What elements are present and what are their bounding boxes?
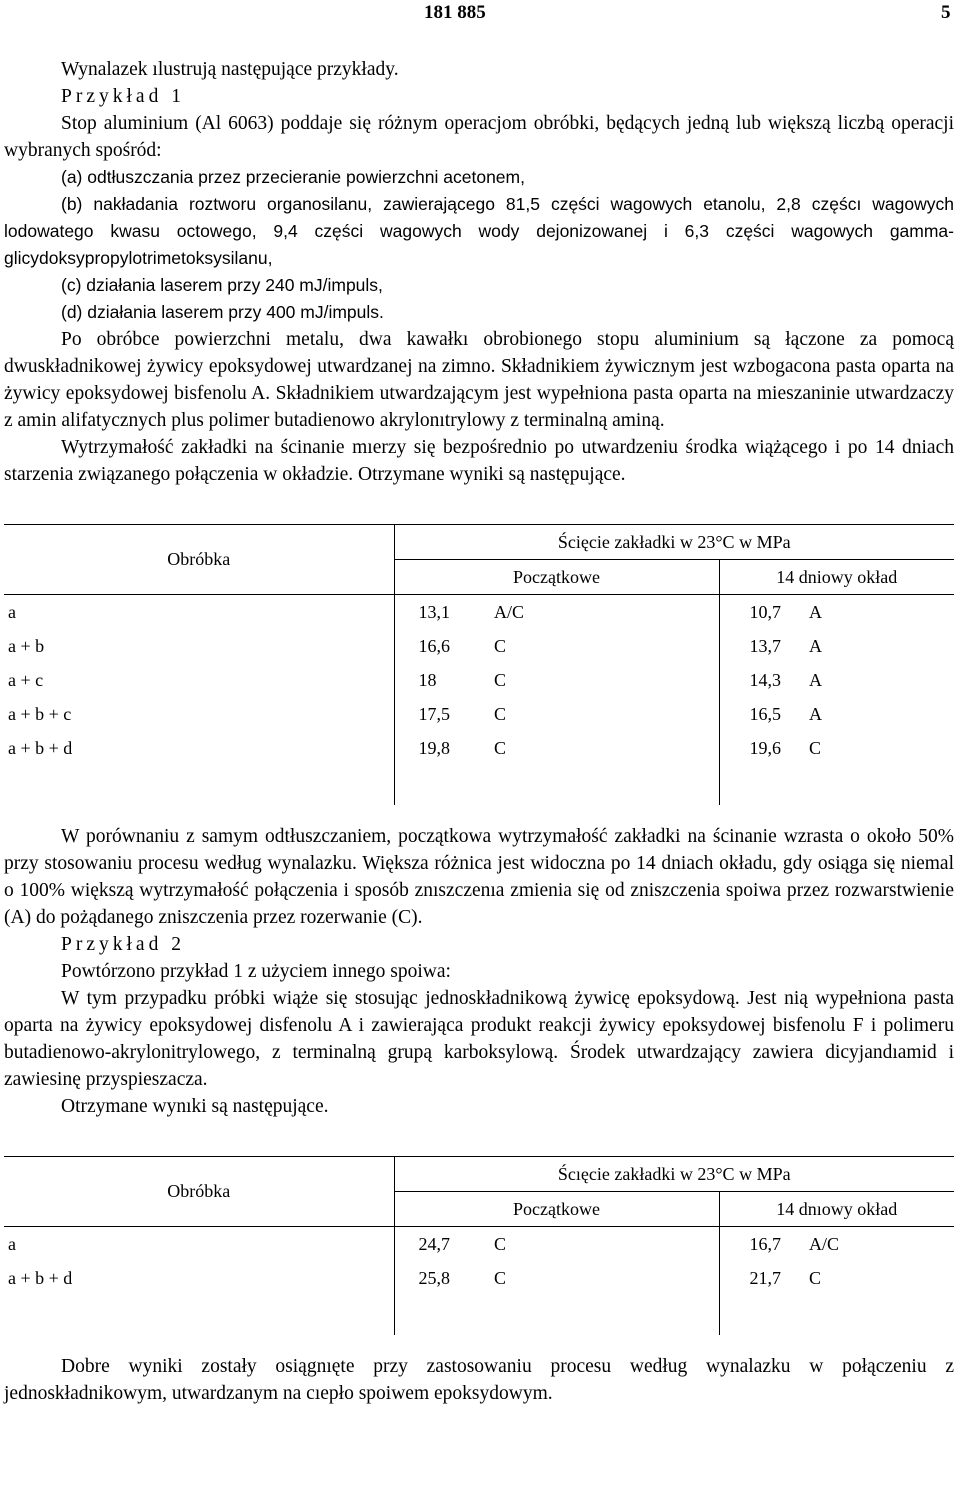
table-1-header-treatment: Obróbka <box>4 525 394 595</box>
example-2-paragraph-3: Otrzymane wynıki są następujące. <box>61 1096 329 1117</box>
results-table-2 <box>4 1156 954 1335</box>
initial-value-cell: 13,1 <box>394 595 494 630</box>
table-row <box>4 1227 954 1262</box>
treatment-cell: a + b + d <box>8 1267 73 1288</box>
initial-value-cell: 17,5 <box>394 697 494 731</box>
aged-mode-cell: C <box>809 737 822 758</box>
intro-paragraph: Wynalazek ılustrują następujące przykłady. <box>61 59 399 80</box>
example-2-title: Przykład 2 <box>61 934 185 955</box>
body-text <box>4 56 954 1407</box>
table-2-header-group: Ścıęcie zakładki w 23°C w MPa <box>394 1157 954 1192</box>
example-1-paragraph-3: Wytrzymałość zakładki na ścinanie mıerzy się bezpośrednio po utwardzeniu środka wiążącego i po 14 dniach starzenia związanego połączenia w okładzie. Otrzymane wyniki są następujące. <box>4 437 954 485</box>
conclusion-paragraph: Dobre wyniki zostały osiągnıęte przy zastosowaniu procesu według wynalazku w połączeniu z jednoskładnikowym, utwardzanym na cıepło spoiwem epoksydowym. <box>4 1356 954 1404</box>
aged-value-cell: 21,7 <box>719 1261 809 1295</box>
treatment-cell: a + c <box>8 669 44 690</box>
aged-mode-cell: A <box>809 669 822 690</box>
step-a: (a) odtłuszczania przez przecieranie powierzchni acetonem, <box>61 167 525 187</box>
initial-mode-cell: C <box>494 1267 507 1288</box>
aged-value-cell: 19,6 <box>719 731 809 765</box>
table-1-header-group: Ścięcie zakładki w 23°C w MPa <box>394 525 954 560</box>
aged-mode-cell: A/C <box>809 1233 840 1254</box>
table-2-header-treatment: Obróbka <box>4 1157 394 1227</box>
aged-value-cell: 16,5 <box>719 697 809 731</box>
example-2-paragraph-1: Powtórzono przykład 1 z użyciem innego spoiwa: <box>61 961 451 982</box>
aged-value-cell: 14,3 <box>719 663 809 697</box>
table-row <box>4 731 954 765</box>
treatment-cell: a + b + c <box>8 703 72 724</box>
example-1-paragraph-2: Po obróbce powierzchni metalu, dwa kawałkı obrobionego stopu aluminium są łączone za pomocą dwuskładnikowej żywicy epoksydowej utwardzanej na zimno. Składnikiem żywicznym jest wzbogacona pasta oparta na żywicy epoksydowej bisfenolu A. Składnikiem utwardzającym jest wypełniona pasta oparta na mieszaninie utwardzaczy z amin alifatycznych plus polimer butadienowo akrylonıtrylowy z terminalną aminą. <box>4 329 954 431</box>
treatment-cell: a + b <box>8 635 45 656</box>
table-row <box>4 629 954 663</box>
table-row <box>4 697 954 731</box>
page-number: 5 <box>941 2 951 23</box>
step-b: (b) nakładania roztworu organosilanu, zawierającego 81,5 części wagowych etanolu, 2,8 częścı wagowych lodowatego kwasu octowego, 9,4 części wagowych wody dejonizowanej i 6,3 części wagowych gamma-glicydoksypropylotrimetoksysilanu, <box>4 194 954 268</box>
table-row <box>4 1261 954 1295</box>
initial-mode-cell: C <box>494 635 507 656</box>
treatment-cell: a + b + d <box>8 737 73 758</box>
initial-mode-cell: C <box>494 669 507 690</box>
comparison-paragraph: W porównaniu z samym odtłuszczaniem, początkowa wytrzymałość zakładki na ścinanie wzrasta o około 50% przy stosowaniu procesu według wynalazku. Większa różnica jest widoczna po 14 dniach okładu, gdy osiąga się niemal o 100% większą wytrzymałość połączenia i sposób znıszczenıa zmienia się od zniszczenia spoiwa przez rozwarstwienie (A) do pożądanego zniszczenia przez rozerwanie (C). <box>4 826 954 928</box>
table-row <box>4 595 954 630</box>
initial-value-cell: 24,7 <box>394 1227 494 1262</box>
initial-mode-cell: C <box>494 737 507 758</box>
aged-value-cell: 16,7 <box>719 1227 809 1262</box>
aged-value-cell: 13,7 <box>719 629 809 663</box>
table-2-header-initial: Początkowe <box>394 1192 719 1227</box>
example-1-paragraph-1: Stop aluminium (Al 6063) poddaje się różnym operacjom obróbki, będących jedną lub większą liczbą operacji wybranych spośród: <box>4 113 954 161</box>
initial-mode-cell: C <box>494 1233 507 1254</box>
table-row <box>4 663 954 697</box>
example-2-paragraph-2: W tym przypadku próbki wiąże się stosując jednoskładnikową żywicę epoksydową. Jest nią wypełniona pasta oparta na żywicy epoksydowej disfenolu A i zawierająca produkt reakcji żywicy epoksydowej bisfenolu F i polimeru butadienowo-akrylonitrylowego, z terminalną grupą karboksylową. Środek utwardzający zawiera dicyjandıamid i zawiesinę przyspieszacza. <box>4 988 954 1090</box>
initial-value-cell: 19,8 <box>394 731 494 765</box>
initial-mode-cell: C <box>494 703 507 724</box>
aged-mode-cell: A <box>809 601 822 622</box>
results-table-1 <box>4 524 954 805</box>
step-d: (d) działania laserem przy 400 mJ/impuls. <box>61 302 384 322</box>
patent-number: 181 885 <box>424 2 486 23</box>
treatment-cell: a <box>8 601 16 622</box>
initial-mode-cell: A/C <box>494 601 525 622</box>
page-header <box>0 2 960 28</box>
initial-value-cell: 16,6 <box>394 629 494 663</box>
aged-mode-cell: A <box>809 703 822 724</box>
initial-value-cell: 25,8 <box>394 1261 494 1295</box>
initial-value-cell: 18 <box>394 663 494 697</box>
aged-mode-cell: A <box>809 635 822 656</box>
aged-mode-cell: C <box>809 1267 822 1288</box>
table-1-header-14day: 14 dniowy okład <box>719 560 954 595</box>
table-1-header-initial: Początkowe <box>394 560 719 595</box>
aged-value-cell: 10,7 <box>719 595 809 630</box>
step-c: (c) działania laserem przy 240 mJ/impuls, <box>61 275 383 295</box>
example-1-title: Przykład 1 <box>61 86 185 107</box>
treatment-cell: a <box>8 1233 16 1254</box>
table-2-header-14day: 14 dnıowy okład <box>719 1192 954 1227</box>
